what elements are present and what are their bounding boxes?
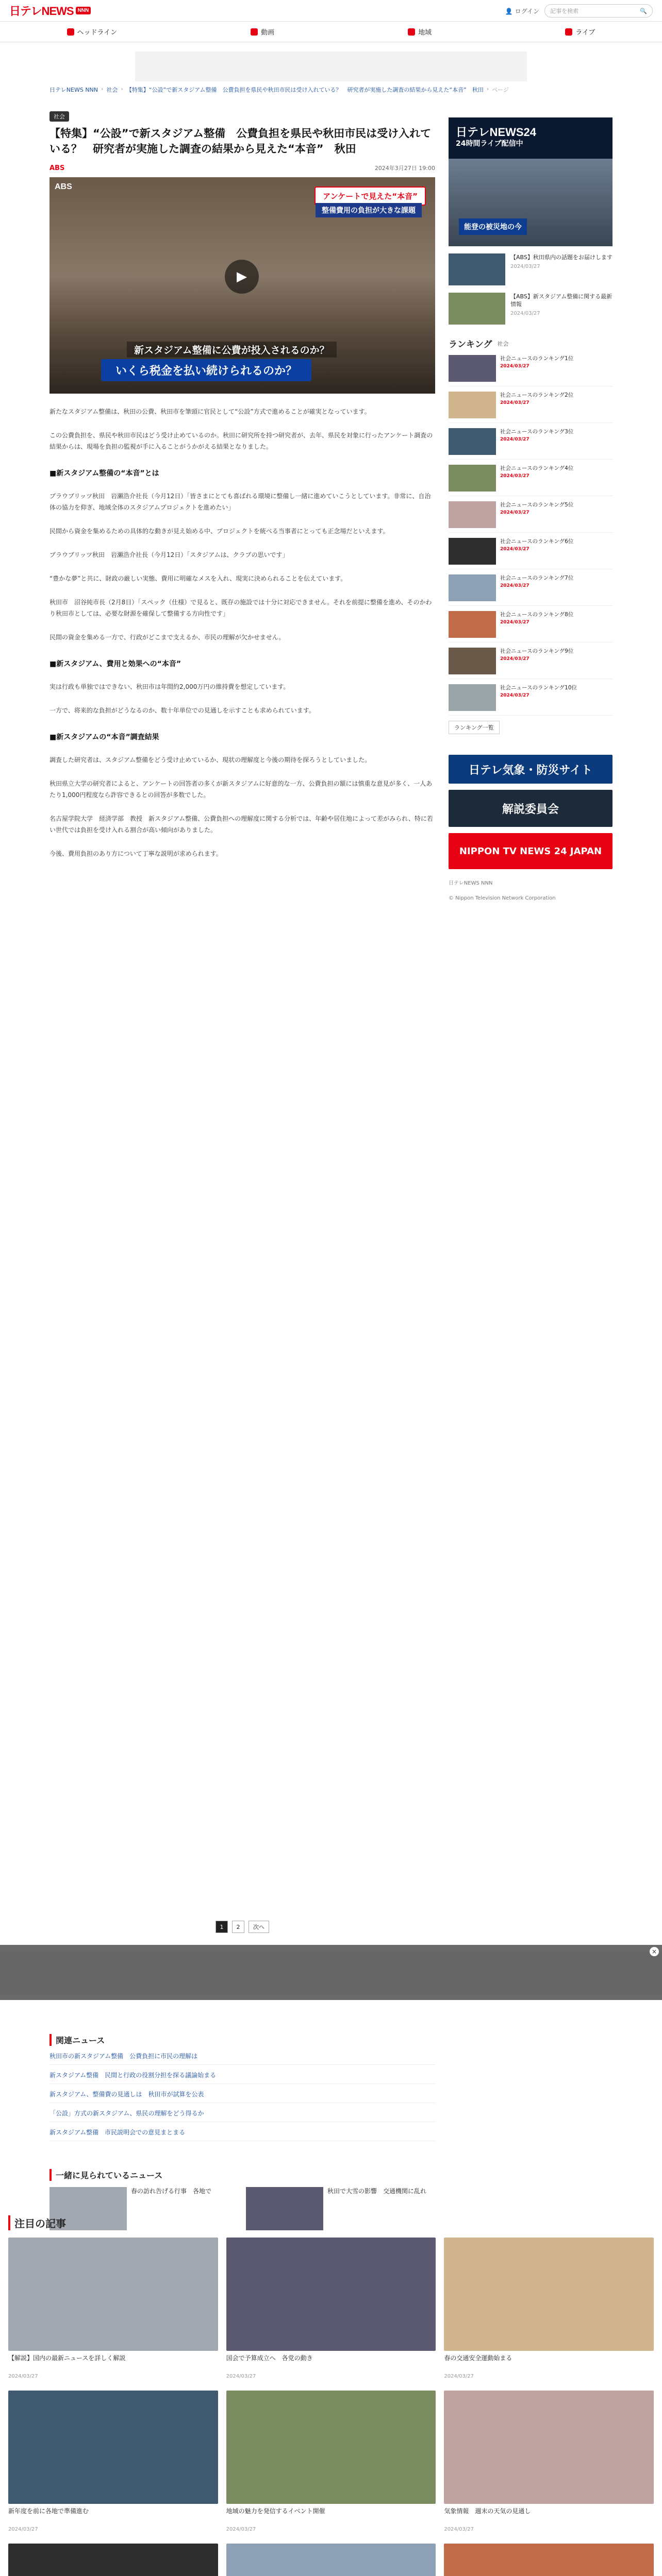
thumbnail: [449, 501, 496, 528]
thumbnail: [8, 2544, 218, 2576]
featured-card[interactable]: [444, 2391, 654, 2532]
video-source-mark: ABS: [55, 182, 72, 191]
side-news-item[interactable]: [449, 253, 613, 285]
global-nav: [0, 22, 662, 42]
live-caption: 能登の被災地の今: [459, 218, 527, 235]
card-date: 2024/03/27: [226, 2374, 256, 2379]
watched-title: 一緒に見られているニュース: [49, 2169, 435, 2181]
breadcrumb-page: ページ: [492, 87, 509, 93]
nav-region[interactable]: [408, 27, 432, 37]
side-top-list: [449, 253, 613, 325]
nav-label: 動画: [261, 29, 275, 37]
ranking-item-date: 2024/03/27: [500, 620, 529, 625]
card-title: 地域の魅力を発信するイベント開催: [226, 2507, 325, 2515]
sidebar-footer: 日テレNEWS NNN: [449, 880, 493, 886]
cookie-overlay: [0, 1945, 662, 2000]
paragraph: 民間から資金を集めるための具体的な動きが見え始める中、プロジェクトを統べる当事者にとっても正念場だといえます。: [49, 528, 389, 535]
close-icon[interactable]: ×: [650, 1947, 659, 1956]
lower-section: [0, 2215, 662, 2576]
related-news-list: [49, 2051, 435, 2141]
nav-label: ライブ: [575, 29, 595, 37]
paragraph: 秋田市 沼谷純市長（2月8日）「スペック（仕様）で見ると、既存の施設では十分に対応できません。それを前提に整備を進め、そのかわり秋田市としては、必要な財源を確保して整備する方向性です」: [49, 599, 432, 617]
ranking-item[interactable]: [449, 611, 613, 642]
search-placeholder: 記事を検索: [550, 8, 578, 14]
ranking-item-title: 社会ニュースのランキング9位: [500, 648, 574, 654]
search-input[interactable]: [544, 4, 653, 18]
site-logo[interactable]: [9, 3, 91, 19]
thumbnail: [8, 2391, 218, 2504]
thumbnail: [449, 538, 496, 565]
section-heading: ■新スタジアムの“本音”調査結果: [49, 733, 159, 741]
related-news-link[interactable]: 秋田市の新スタジアム整備 公費負担に市民の理解は: [49, 2051, 435, 2065]
search-icon: 🔍: [640, 7, 647, 14]
card-date: 2024/03/27: [226, 2527, 256, 2532]
live-brand: 日テレNEWS24: [456, 126, 537, 139]
ranking-item-title: 社会ニュースのランキング4位: [500, 465, 574, 471]
ranking-item[interactable]: [449, 355, 613, 386]
ranking-item-title: 社会ニュースのランキング7位: [500, 575, 574, 581]
ranking-item[interactable]: [449, 574, 613, 606]
ranking-item-date: 2024/03/27: [500, 473, 529, 479]
ranking-item-date: 2024/03/27: [500, 583, 529, 588]
thumbnail: [449, 574, 496, 601]
article-title: 【特集】“公設”で新スタジアム整備 公費負担を県民や秋田市民は受け入れている？ 研究者が実施した調査の結果から見えた“本音” 秋田: [49, 127, 432, 155]
copyright: © Nippon Television Network Corporation: [449, 895, 556, 901]
ranking-item[interactable]: [449, 465, 613, 496]
watched-item-title: 秋田で大雪の影響 交通機関に乱れ: [327, 2188, 427, 2195]
related-news-title: 関連ニュース: [49, 2034, 435, 2046]
related-news-link[interactable]: 新スタジアム、整備費の見通しは 秋田市が試算を公表: [49, 2089, 435, 2103]
card-title: 【解説】国内の最新ニュースを詳しく解説: [8, 2354, 126, 2362]
card-date: 2024/03/27: [8, 2374, 38, 2379]
thumbnail: [449, 611, 496, 638]
side-item-date: 2024/03/27: [510, 311, 540, 316]
paragraph: 秋田県立大学の研究者によると、アンケートの回答者の多くが新スタジアムに好意的な一方、公費負担の額には慎重な意見が多く、一人あたり1,000円程度なら許容できるとの回答が多数でした。: [49, 780, 433, 799]
paragraph: 名古屋学院大学 経済学部 教授 新スタジアム整備、公費負担への理解度に関する分析では、年齢や居住地によって差がみられ、特に若い世代では負担を受け入れる割合が高い傾向がありました。: [49, 815, 433, 834]
page-1[interactable]: 1: [216, 1921, 228, 1933]
featured-card[interactable]: [226, 2391, 436, 2532]
thumbnail: [449, 684, 496, 711]
nav-video[interactable]: [251, 27, 274, 37]
paragraph: “豊かな夢”と共に、財政の厳しい実態、費用に明確なメスを入れ、現実に決められることを伝えています。: [49, 575, 347, 582]
page-2[interactable]: 2: [232, 1921, 244, 1933]
featured-card[interactable]: [226, 2544, 436, 2576]
thumbnail: [226, 2238, 436, 2351]
thumbnail: [449, 648, 496, 674]
banner-label: 日テレ気象・防災サイト: [468, 764, 593, 777]
ranking-item-title: 社会ニュースのランキング2位: [500, 392, 574, 398]
nav-label: 地域: [418, 29, 432, 37]
ranking-item-title: 社会ニュースのランキング5位: [500, 502, 574, 508]
thumbnail: [444, 2544, 654, 2576]
headline-icon: [67, 28, 74, 36]
featured-grid: [8, 2238, 654, 2576]
ranking-item[interactable]: [449, 648, 613, 679]
thumbnail: [226, 2544, 436, 2576]
featured-card[interactable]: [444, 2238, 654, 2379]
featured-card[interactable]: [444, 2544, 654, 2576]
card-title: 国会で予算成立へ 各党の動き: [226, 2354, 313, 2362]
ranking-item[interactable]: [449, 428, 613, 460]
video-icon: [251, 28, 258, 36]
ad-banner-top[interactable]: [135, 52, 527, 81]
paragraph: 調査した研究者は、スタジアム整備をどう受け止めているか、現状の理解度と今後の期待を探ろうとしていました。: [49, 756, 371, 764]
video-badge-sub: 整備費用の負担が大きな課題: [316, 203, 422, 217]
login-link[interactable]: [505, 7, 539, 15]
category-badge[interactable]: 社会: [49, 111, 69, 122]
thumbnail: [449, 392, 496, 418]
ranking-item[interactable]: [449, 392, 613, 423]
ranking-tab[interactable]: 社会: [497, 340, 509, 347]
video-badge: アンケートで見えた“本音”: [315, 187, 426, 206]
related-news-link[interactable]: 新スタジアム整備 市民説明会での意見まとまる: [49, 2127, 435, 2141]
side-item-title: 【ABS】秋田県内の話題をお届けします: [510, 254, 613, 261]
logo-text: 日テレNEWS: [9, 5, 74, 18]
ranking-title: ランキング: [449, 340, 492, 350]
page-next[interactable]: 次へ: [249, 1921, 269, 1933]
ranking-item[interactable]: [449, 684, 613, 716]
featured-card[interactable]: [8, 2238, 218, 2379]
featured-card[interactable]: [8, 2391, 218, 2532]
paragraph: ブラウブリッツ秋田 岩瀬浩介社長（今月12日）「スタジアムは、クラブの思いです」: [49, 551, 289, 558]
live-sub: 24時間ライブ配信中: [456, 140, 523, 148]
paragraph: 新たなスタジアム整備は、秋田の公費、秋田市を筆頭に官民として“公設”方式で進めることが確実となっています。: [49, 408, 371, 415]
banner-label: 解説委員会: [502, 803, 559, 816]
breadcrumb: 日テレNEWS NNN › 社会 › 【特集】“公設”で新スタジアム整備 公費負担を県民や秋田市民は受け入れている？ 研究者が実施した調査の結果から見えた“本音” 秋田 › ページ: [49, 86, 509, 93]
news24-banner[interactable]: [449, 833, 613, 869]
article-body: [49, 406, 435, 1900]
ranking-list: [449, 355, 613, 716]
paragraph: 民間の資金を集める一方で、行政がどこまで支えるか、市民の理解が欠かせません。: [49, 634, 285, 641]
ranking-item-title: 社会ニュースのランキング10位: [500, 685, 577, 691]
side-item-date: 2024/03/27: [510, 264, 540, 269]
ranking-more-link[interactable]: ランキング一覧: [449, 721, 500, 734]
related-news-link[interactable]: 「公設」方式の新スタジアム、県民の理解をどう得るか: [49, 2108, 435, 2122]
side-news-item[interactable]: [449, 293, 613, 325]
card-title: 気象情報 週末の天気の見通し: [444, 2507, 531, 2515]
paragraph: ブラウブリッツ秋田 岩瀬浩介社長（今月12日）「皆さまにとても喜ばれる環境に整備し一緒に進めていこうとしています。非常に、自治体の協力を仰ぎ、地域全体のスタジアムプロジェクトを進めたい」: [49, 493, 431, 511]
thumbnail: [449, 293, 505, 325]
thumbnail: [226, 2391, 436, 2504]
map-pin-icon: [408, 28, 415, 36]
weather-banner[interactable]: [449, 755, 613, 784]
featured-card[interactable]: [8, 2544, 218, 2576]
related-news-link[interactable]: 新スタジアム整備 民間と行政の役割分担を探る議論始まる: [49, 2070, 435, 2084]
card-title: 春の交通安全運動始まる: [444, 2354, 512, 2362]
live-icon: [565, 28, 572, 36]
card-date: 2024/03/27: [444, 2527, 474, 2532]
side-item-title: 【ABS】新スタジアム整備に関する最新情報: [510, 293, 613, 308]
ranking-item-date: 2024/03/27: [500, 510, 529, 515]
ranking-item-title: 社会ニュースのランキング3位: [500, 429, 574, 435]
ranking-item-date: 2024/03/27: [500, 400, 529, 405]
nav-headline[interactable]: [67, 27, 118, 37]
thumbnail: [8, 2238, 218, 2351]
thumbnail: [444, 2238, 654, 2351]
video-caption-top: 新スタジアム整備に公費が投入されるのか？: [127, 342, 337, 358]
user-icon: 👤: [505, 7, 513, 15]
commentary-banner[interactable]: [449, 790, 613, 827]
thumbnail: [449, 355, 496, 382]
nav-label: ヘッドライン: [77, 29, 118, 37]
article-date: 2024年3月27日 19:00: [374, 165, 435, 172]
thumbnail: [449, 253, 505, 285]
section-heading: ■新スタジアム整備の“本音”とは: [49, 469, 159, 478]
video-caption-main: いくら税金を払い続けられるのか？: [101, 359, 311, 381]
paragraph: 今後、費用負担のあり方について丁寧な説明が求められます。: [49, 850, 222, 857]
source-logo: ABS: [49, 164, 65, 172]
ranking-item-title: 社会ニュースのランキング1位: [500, 355, 574, 362]
breadcrumb-category[interactable]: 社会: [106, 87, 118, 93]
ranking-item-title: 社会ニュースのランキング8位: [500, 612, 574, 618]
ranking-item-title: 社会ニュースのランキング6位: [500, 538, 574, 545]
nav-live[interactable]: [565, 27, 595, 37]
login-label: ログイン: [515, 7, 539, 15]
banner-label: NIPPON TV NEWS 24 JAPAN: [459, 845, 602, 857]
paragraph: 一方で、将来的な負担がどうなるのか、数十年単位での見通しを示すことも求められています。: [49, 707, 315, 714]
watched-item-title: 春の訪れ告げる行事 各地で: [131, 2188, 212, 2195]
thumbnail: [449, 465, 496, 492]
live-banner[interactable]: [449, 117, 613, 246]
pagination: [49, 1921, 435, 1933]
ranking-item[interactable]: [449, 501, 613, 533]
ranking-item-date: 2024/03/27: [500, 547, 529, 552]
ranking-item-date: 2024/03/27: [500, 437, 529, 442]
play-icon[interactable]: ▶: [225, 260, 259, 294]
thumbnail: [449, 428, 496, 455]
article-video[interactable]: [49, 177, 435, 394]
section-heading: ■新スタジアム、費用と効果への“本音”: [49, 660, 181, 668]
card-date: 2024/03/27: [444, 2374, 474, 2379]
ranking-item-date: 2024/03/27: [500, 364, 529, 369]
breadcrumb-article[interactable]: 【特集】“公設”で新スタジアム整備 公費負担を県民や秋田市民は受け入れている？ 研究者が実施した調査の結果から見えた“本音” 秋田: [126, 87, 484, 93]
paragraph: この公費負担を、県民や秋田市民はどう受け止めているのか。秋田に研究所を持つ研究者が、去年、県民を対象に行ったアンケート調査の結果からは、現場を負担の監視が手に入ることがうかがえる結果となりました。: [49, 432, 433, 450]
ranking-item-date: 2024/03/27: [500, 656, 529, 662]
thumbnail: [444, 2391, 654, 2504]
card-date: 2024/03/27: [8, 2527, 38, 2532]
paragraph: 実は行政も単独ではできない、秋田市は年間約2,000万円の維持費を想定しています。: [49, 683, 290, 690]
featured-card[interactable]: [226, 2238, 436, 2379]
featured-title: 注目の記事: [8, 2215, 654, 2230]
overlay-ad[interactable]: [0, 1952, 662, 1994]
site-header: [0, 0, 662, 22]
ranking-item[interactable]: [449, 538, 613, 569]
sidebar: [449, 98, 613, 902]
card-title: 新年度を前に各地で準備進む: [8, 2507, 89, 2515]
breadcrumb-home[interactable]: 日テレNEWS NNN: [49, 87, 98, 93]
ranking-item-date: 2024/03/27: [500, 693, 529, 698]
logo-badge: NNN: [76, 7, 91, 14]
